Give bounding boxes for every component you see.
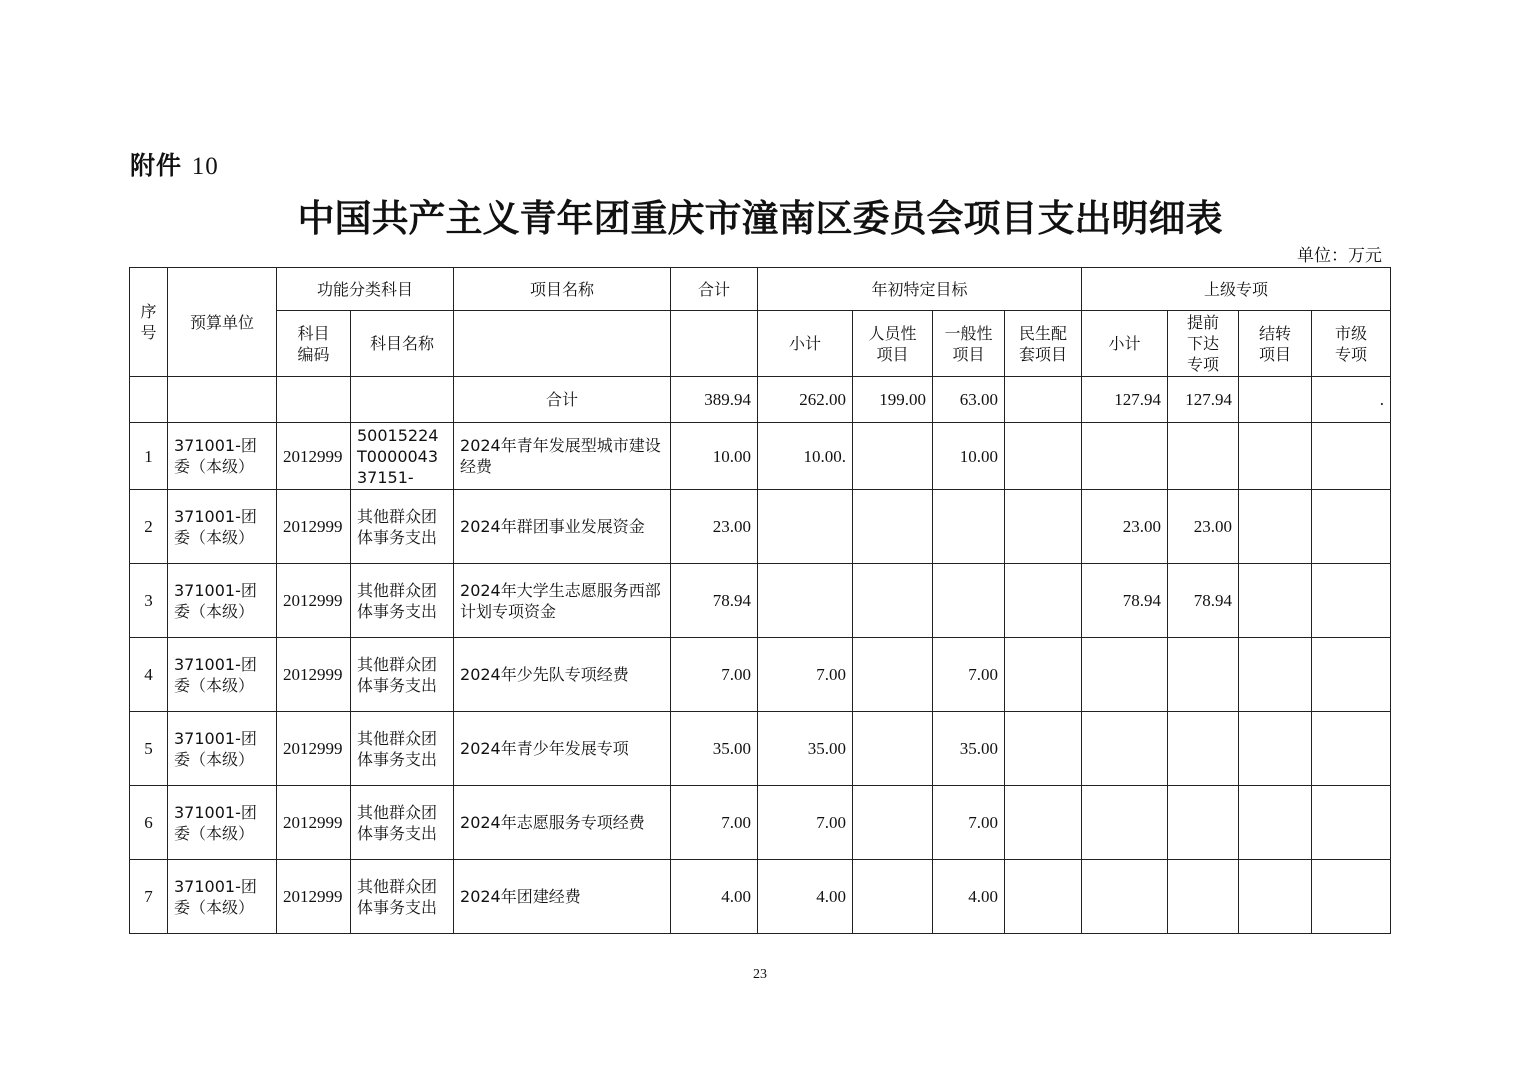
cell-subject-code: 2012999 bbox=[277, 712, 351, 786]
header-total-blank bbox=[671, 311, 758, 377]
cell-at-subtotal: 35.00 bbox=[758, 712, 853, 786]
header-superior: 上级专项 bbox=[1082, 268, 1391, 311]
header-row-1 bbox=[130, 268, 1391, 311]
cell-sup-advance bbox=[1168, 860, 1239, 934]
cell-seq: 5 bbox=[130, 712, 168, 786]
header-subject-name: 科目名称 bbox=[351, 311, 454, 377]
table-row bbox=[130, 712, 1391, 786]
cell-sup-city bbox=[1312, 564, 1391, 638]
summary-at-subtotal: 262.00 bbox=[758, 377, 853, 423]
cell-sup-carryover bbox=[1239, 638, 1312, 712]
cell-at-subtotal: 7.00 bbox=[758, 638, 853, 712]
summary-label: 合计 bbox=[454, 377, 671, 423]
cell-subject-code: 2012999 bbox=[277, 638, 351, 712]
page-number: 23 bbox=[753, 967, 767, 982]
cell-sup-carryover bbox=[1239, 786, 1312, 860]
unit-label: 单位：万元 bbox=[1297, 246, 1382, 266]
cell-sup-city bbox=[1312, 490, 1391, 564]
summary-seq bbox=[130, 377, 168, 423]
cell-budget-unit: 371001-团委（本级） bbox=[168, 423, 277, 490]
cell-subject-name: 其他群众团体事务支出 bbox=[351, 638, 454, 712]
cell-at-personnel bbox=[853, 638, 933, 712]
cell-seq: 3 bbox=[130, 564, 168, 638]
cell-total: 7.00 bbox=[671, 638, 758, 712]
cell-seq: 2 bbox=[130, 490, 168, 564]
cell-subject-name: 其他群众团体事务支出 bbox=[351, 712, 454, 786]
header-sup-city: 市级专项 bbox=[1312, 311, 1391, 377]
cell-sup-advance: 78.94 bbox=[1168, 564, 1239, 638]
cell-total: 23.00 bbox=[671, 490, 758, 564]
project-expenditure-table bbox=[129, 267, 1391, 934]
cell-at-subtotal: 7.00 bbox=[758, 786, 853, 860]
cell-at-livelihood bbox=[1005, 860, 1082, 934]
cell-sup-city bbox=[1312, 423, 1391, 490]
cell-seq: 1 bbox=[130, 423, 168, 490]
cell-project-name: 2024年少先队专项经费 bbox=[454, 638, 671, 712]
cell-sup-city bbox=[1312, 786, 1391, 860]
cell-sup-city bbox=[1312, 860, 1391, 934]
cell-project-name: 2024年大学生志愿服务西部计划专项资金 bbox=[454, 564, 671, 638]
cell-sup-advance bbox=[1168, 423, 1239, 490]
cell-total: 7.00 bbox=[671, 786, 758, 860]
header-at-general: 一般性项目 bbox=[933, 311, 1005, 377]
header-sup-subtotal: 小计 bbox=[1082, 311, 1168, 377]
summary-at-general: 63.00 bbox=[933, 377, 1005, 423]
cell-at-general bbox=[933, 490, 1005, 564]
cell-subject-code: 2012999 bbox=[277, 564, 351, 638]
table-row bbox=[130, 786, 1391, 860]
header-project-name-blank bbox=[454, 311, 671, 377]
summary-sup-city: . bbox=[1312, 377, 1391, 423]
cell-at-personnel bbox=[853, 860, 933, 934]
cell-at-personnel bbox=[853, 564, 933, 638]
cell-at-subtotal: 10.00. bbox=[758, 423, 853, 490]
cell-budget-unit: 371001-团委（本级） bbox=[168, 638, 277, 712]
cell-sup-carryover bbox=[1239, 423, 1312, 490]
cell-sup-subtotal bbox=[1082, 712, 1168, 786]
cell-subject-name: 其他群众团体事务支出 bbox=[351, 786, 454, 860]
cell-at-livelihood bbox=[1005, 564, 1082, 638]
cell-total: 35.00 bbox=[671, 712, 758, 786]
cell-sup-city bbox=[1312, 638, 1391, 712]
cell-sup-subtotal: 23.00 bbox=[1082, 490, 1168, 564]
cell-total: 10.00 bbox=[671, 423, 758, 490]
cell-sup-city bbox=[1312, 712, 1391, 786]
cell-sup-subtotal bbox=[1082, 638, 1168, 712]
data-rows bbox=[130, 423, 1391, 934]
summary-sup-carryover bbox=[1239, 377, 1312, 423]
cell-sup-subtotal bbox=[1082, 860, 1168, 934]
header-sup-advance: 提前下达专项 bbox=[1168, 311, 1239, 377]
cell-at-personnel bbox=[853, 423, 933, 490]
cell-at-subtotal bbox=[758, 564, 853, 638]
summary-at-personnel: 199.00 bbox=[853, 377, 933, 423]
cell-at-personnel bbox=[853, 786, 933, 860]
cell-sup-advance bbox=[1168, 786, 1239, 860]
cell-at-general bbox=[933, 564, 1005, 638]
cell-at-livelihood bbox=[1005, 712, 1082, 786]
header-func-class: 功能分类科目 bbox=[277, 268, 454, 311]
cell-sup-subtotal bbox=[1082, 786, 1168, 860]
attachment-number: 10 bbox=[191, 153, 219, 180]
page-title: 中国共产主义青年团重庆市潼南区委员会项目支出明细表 bbox=[297, 197, 1223, 240]
cell-budget-unit: 371001-团委（本级） bbox=[168, 712, 277, 786]
attachment-text: 附件 bbox=[130, 151, 183, 180]
cell-at-livelihood bbox=[1005, 490, 1082, 564]
header-budget-unit: 预算单位 bbox=[168, 268, 277, 377]
summary-code bbox=[277, 377, 351, 423]
cell-sup-carryover bbox=[1239, 564, 1312, 638]
cell-project-name: 2024年青少年发展专项 bbox=[454, 712, 671, 786]
cell-at-general: 7.00 bbox=[933, 638, 1005, 712]
cell-at-general: 4.00 bbox=[933, 860, 1005, 934]
cell-subject-code: 2012999 bbox=[277, 860, 351, 934]
cell-project-name: 2024年团建经费 bbox=[454, 860, 671, 934]
table-row bbox=[130, 638, 1391, 712]
cell-sup-carryover bbox=[1239, 490, 1312, 564]
cell-sup-advance: 23.00 bbox=[1168, 490, 1239, 564]
cell-budget-unit: 371001-团委（本级） bbox=[168, 490, 277, 564]
cell-at-general: 7.00 bbox=[933, 786, 1005, 860]
summary-unit bbox=[168, 377, 277, 423]
cell-budget-unit: 371001-团委（本级） bbox=[168, 860, 277, 934]
cell-subject-name: 其他群众团体事务支出 bbox=[351, 860, 454, 934]
cell-total: 78.94 bbox=[671, 564, 758, 638]
table-row bbox=[130, 423, 1391, 490]
header-at-personnel: 人员性项目 bbox=[853, 311, 933, 377]
summary-subject bbox=[351, 377, 454, 423]
cell-total: 4.00 bbox=[671, 860, 758, 934]
table-row bbox=[130, 564, 1391, 638]
cell-at-general: 35.00 bbox=[933, 712, 1005, 786]
cell-at-personnel bbox=[853, 712, 933, 786]
summary-row bbox=[130, 377, 1391, 423]
header-project-name: 项目名称 bbox=[454, 268, 671, 311]
cell-at-livelihood bbox=[1005, 423, 1082, 490]
summary-sup-subtotal: 127.94 bbox=[1082, 377, 1168, 423]
header-seq: 序号 bbox=[130, 268, 168, 377]
attachment-label bbox=[130, 146, 219, 182]
cell-subject-code: 2012999 bbox=[277, 490, 351, 564]
cell-sup-advance bbox=[1168, 638, 1239, 712]
header-annual-target: 年初特定目标 bbox=[758, 268, 1082, 311]
table-row bbox=[130, 490, 1391, 564]
header-total: 合计 bbox=[671, 268, 758, 311]
cell-subject-code: 2012999 bbox=[277, 423, 351, 490]
cell-budget-unit: 371001-团委（本级） bbox=[168, 564, 277, 638]
cell-sup-carryover bbox=[1239, 712, 1312, 786]
cell-at-livelihood bbox=[1005, 786, 1082, 860]
header-sup-carryover: 结转项目 bbox=[1239, 311, 1312, 377]
cell-at-subtotal bbox=[758, 490, 853, 564]
cell-subject-name: 其他群众团体事务支出 bbox=[351, 564, 454, 638]
cell-at-personnel bbox=[853, 490, 933, 564]
cell-at-general: 10.00 bbox=[933, 423, 1005, 490]
cell-seq: 6 bbox=[130, 786, 168, 860]
cell-sup-subtotal bbox=[1082, 423, 1168, 490]
cell-sup-advance bbox=[1168, 712, 1239, 786]
cell-sup-carryover bbox=[1239, 860, 1312, 934]
summary-sup-advance: 127.94 bbox=[1168, 377, 1239, 423]
header-at-livelihood: 民生配套项目 bbox=[1005, 311, 1082, 377]
cell-project-name: 2024年青年发展型城市建设经费 bbox=[454, 423, 671, 490]
cell-at-livelihood bbox=[1005, 638, 1082, 712]
cell-subject-name: 50015224T000004337151- bbox=[351, 423, 454, 490]
cell-subject-name: 其他群众团体事务支出 bbox=[351, 490, 454, 564]
header-at-subtotal: 小计 bbox=[758, 311, 853, 377]
cell-seq: 7 bbox=[130, 860, 168, 934]
cell-project-name: 2024年志愿服务专项经费 bbox=[454, 786, 671, 860]
header-subject-code: 科目编码 bbox=[277, 311, 351, 377]
table-row bbox=[130, 860, 1391, 934]
header-row-2 bbox=[130, 311, 1391, 377]
summary-total: 389.94 bbox=[671, 377, 758, 423]
cell-at-subtotal: 4.00 bbox=[758, 860, 853, 934]
cell-sup-subtotal: 78.94 bbox=[1082, 564, 1168, 638]
cell-subject-code: 2012999 bbox=[277, 786, 351, 860]
cell-project-name: 2024年群团事业发展资金 bbox=[454, 490, 671, 564]
summary-at-livelihood bbox=[1005, 377, 1082, 423]
cell-budget-unit: 371001-团委（本级） bbox=[168, 786, 277, 860]
cell-seq: 4 bbox=[130, 638, 168, 712]
